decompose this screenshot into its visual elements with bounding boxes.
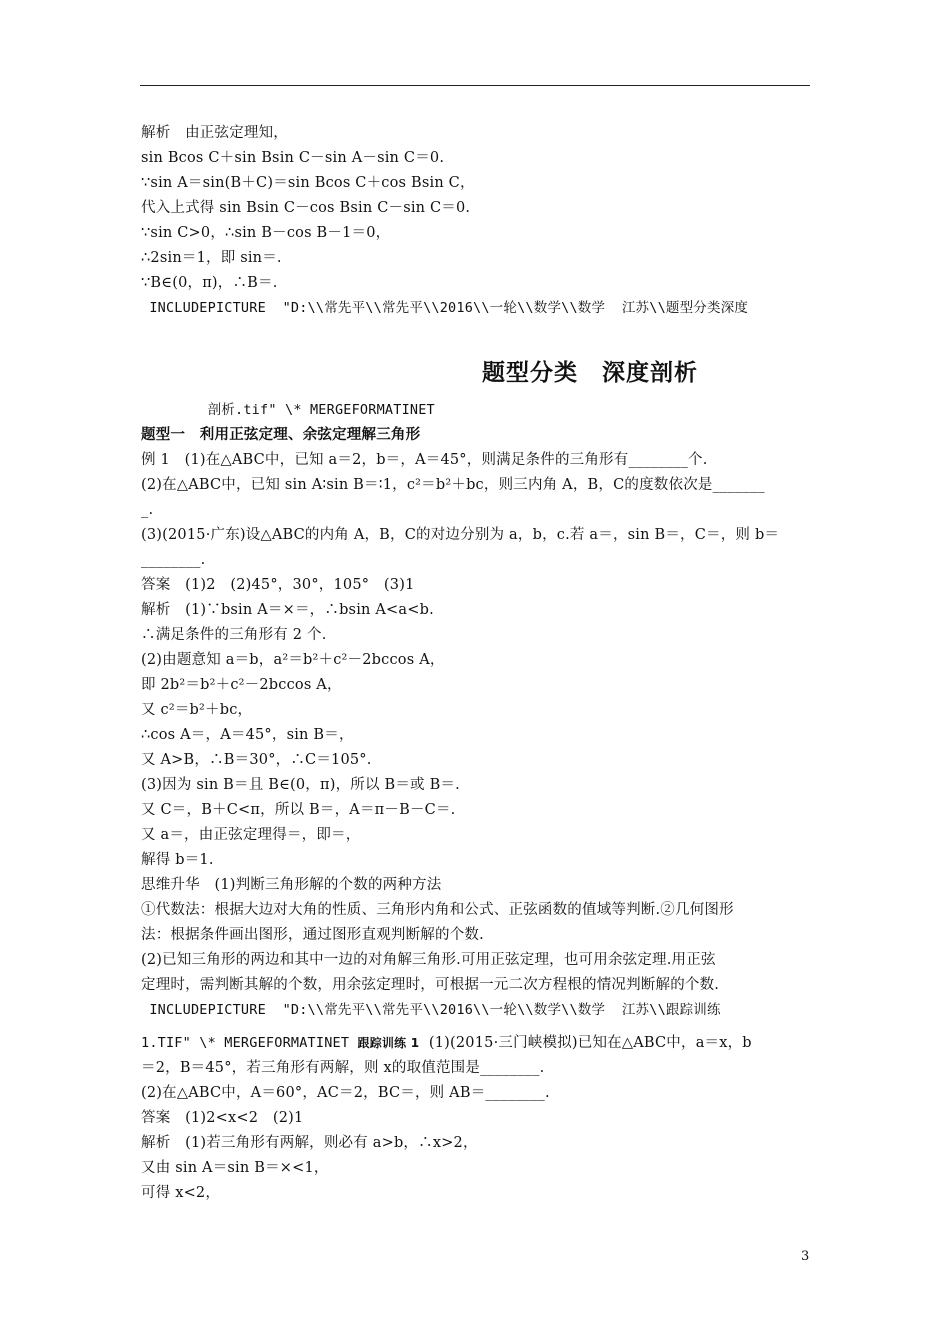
text-line-content: INCLUDEPICTURE "D:\\常先平\\常先平\\2016\\一轮\\数学\\数学 江苏\\跟踪训练 (141, 1002, 721, 1018)
text-line (141, 476, 765, 494)
text-line-content: 解得 b＝1. (141, 852, 214, 868)
text-line (141, 124, 288, 142)
text-line (141, 701, 252, 719)
text-line-content: (3)因为 sin B＝且 B∈(0，π)，所以 B＝或 B＝. (141, 777, 460, 793)
text-line-content: 思维升华 (1)判断三角形解的个数的两种方法 (141, 877, 442, 893)
text-line-content: (2)已知三角形的两边和其中一边的对角解三角形.可用正弦定理，也可用余弦定理.用正弦 (141, 952, 716, 968)
text-line (141, 851, 214, 869)
text-line-content: ∵B∈(0，π)，∴B＝. (141, 275, 278, 291)
text-line (141, 801, 455, 819)
text-line (141, 626, 327, 644)
text-line-content: 剖析.tif" \* MERGEFORMATINET (141, 402, 435, 418)
text-line-content: 又 c²＝b²＋bc， (141, 702, 253, 718)
text-line (141, 426, 420, 444)
tracking-exercise-tag: 跟踪训练 1 (357, 1036, 420, 1050)
text-line-content: 又由 sin A＝sin B＝×<1， (141, 1160, 329, 1176)
text-line (141, 149, 444, 167)
text-line (141, 451, 708, 469)
text-line-content: 可得 x<2， (141, 1185, 221, 1201)
section-heading: 题型分类 深度剖析 (482, 360, 698, 386)
text-line (141, 299, 748, 317)
text-line (141, 224, 390, 242)
text-line-content: sin Bcos C＋sin Bsin C－sin A－sin C＝0. (141, 150, 445, 166)
text-line (141, 676, 342, 694)
text-line (141, 651, 445, 669)
text-line (141, 926, 484, 944)
text-line-content: ＝2，B＝45°，若三角形有两解，则 x的取值范围是________. (141, 1060, 545, 1076)
text-line (141, 174, 475, 192)
text-line (141, 199, 470, 217)
text-line-content: (2)在△ABC中，A＝60°，AC＝2，BC＝，则 AB＝________. (141, 1085, 550, 1101)
page-number: 3 (801, 1249, 810, 1264)
text-line-content: 例 1 (1)在△ABC中，已知 a＝2，b＝，A＝45°，则满足条件的三角形有________个. (141, 452, 708, 468)
text-line (141, 401, 435, 419)
text-line (141, 601, 434, 619)
text-line (141, 274, 278, 292)
text-line-content: 定理时，需判断其解的个数，用余弦定理时，可根据一元二次方程根的情况判断解的个数. (141, 977, 720, 993)
text-line (141, 826, 360, 844)
text-line (141, 1034, 752, 1052)
text-line-content: (2)在△ABC中，已知 sin A∶sin B＝∶1，c²＝b²＋bc，则三内角 A，B，C的度数依次是_______ (141, 477, 765, 493)
text-line (141, 776, 460, 794)
text-line (141, 726, 354, 744)
text-line (141, 249, 282, 267)
text-line (141, 1109, 303, 1127)
text-line (141, 1084, 550, 1102)
text-line (141, 1001, 721, 1019)
text-line (141, 1184, 220, 1202)
text-line-content: ∴cos A＝，A＝45°，sin B＝， (141, 727, 354, 743)
text-line-content: ∵sin A＝sin(B＋C)＝sin Bcos C＋cos Bsin C， (141, 175, 475, 191)
header-rule (140, 85, 810, 86)
text-line (141, 526, 779, 544)
text-line-content: 又 a＝，由正弦定理得＝，即＝， (141, 827, 361, 843)
text-line-content: 解析 由正弦定理知， (141, 125, 288, 141)
text-line-content: 1.TIF" \* MERGEFORMATINET (141, 1035, 358, 1051)
text-line-content: 答案 (1)2<x<2 (2)1 (141, 1110, 304, 1126)
text-line (141, 576, 415, 594)
text-line-content: 代入上式得 sin Bsin C－cos Bsin C－sin C＝0. (141, 200, 471, 216)
text-line-content: ________. (141, 552, 206, 568)
text-line-content: ∵sin C>0，∴sin B－cos B－1＝0， (141, 225, 391, 241)
text-line-content: (2)由题意知 a＝b，a²＝b²＋c²－2bccos A， (141, 652, 445, 668)
text-line-continuation: (1)(2015·三门峡模拟)已知在△ABC中，a＝x，b (419, 1035, 752, 1051)
text-line-content: 又 C＝，B＋C<π，所以 B＝，A＝π－B－C＝. (141, 802, 456, 818)
text-line (141, 1059, 544, 1077)
text-line (141, 951, 716, 969)
text-line (141, 876, 441, 894)
text-line-content: INCLUDEPICTURE "D:\\常先平\\常先平\\2016\\一轮\\数学\\数学 江苏\\题型分类深度 (141, 300, 749, 316)
text-line (141, 751, 372, 769)
text-line-content: _. (141, 502, 154, 518)
text-line-content: 解析 (1)若三角形有两解，则必有 a>b，∴x>2， (141, 1135, 478, 1151)
text-line-content: (3)(2015·广东)设△ABC的内角 A，B，C的对边分别为 a，b，c.若 a＝，sin B＝，C＝，则 b＝ (141, 527, 780, 543)
text-line-content: ∴2sin＝1，即 sin＝. (141, 250, 282, 266)
text-line-content: 即 2b²＝b²＋c²－2bccos A， (141, 677, 342, 693)
text-line (141, 976, 719, 994)
text-line-content: 题型一 利用正弦定理、余弦定理解三角形 (141, 427, 421, 443)
text-line-content: 答案 (1)2 (2)45°，30°，105° (3)1 (141, 577, 415, 593)
text-line-content: ∴满足条件的三角形有 2 个. (141, 627, 327, 643)
text-line (141, 1134, 478, 1152)
text-line (141, 1159, 329, 1177)
text-line (141, 501, 153, 519)
text-line-content: 法：根据条件画出图形，通过图形直观判断解的个数. (141, 927, 484, 943)
text-line-content: ①代数法：根据大边对大角的性质、三角形内角和公式、正弦函数的值域等判断.②几何图形 (141, 902, 734, 918)
text-line (141, 551, 205, 569)
text-line-content: 又 A>B，∴B＝30°，∴C＝105°. (141, 752, 372, 768)
text-line-content: 解析 (1)∵bsin A＝×＝，∴bsin A<a<b. (141, 602, 434, 618)
text-line (141, 901, 734, 919)
